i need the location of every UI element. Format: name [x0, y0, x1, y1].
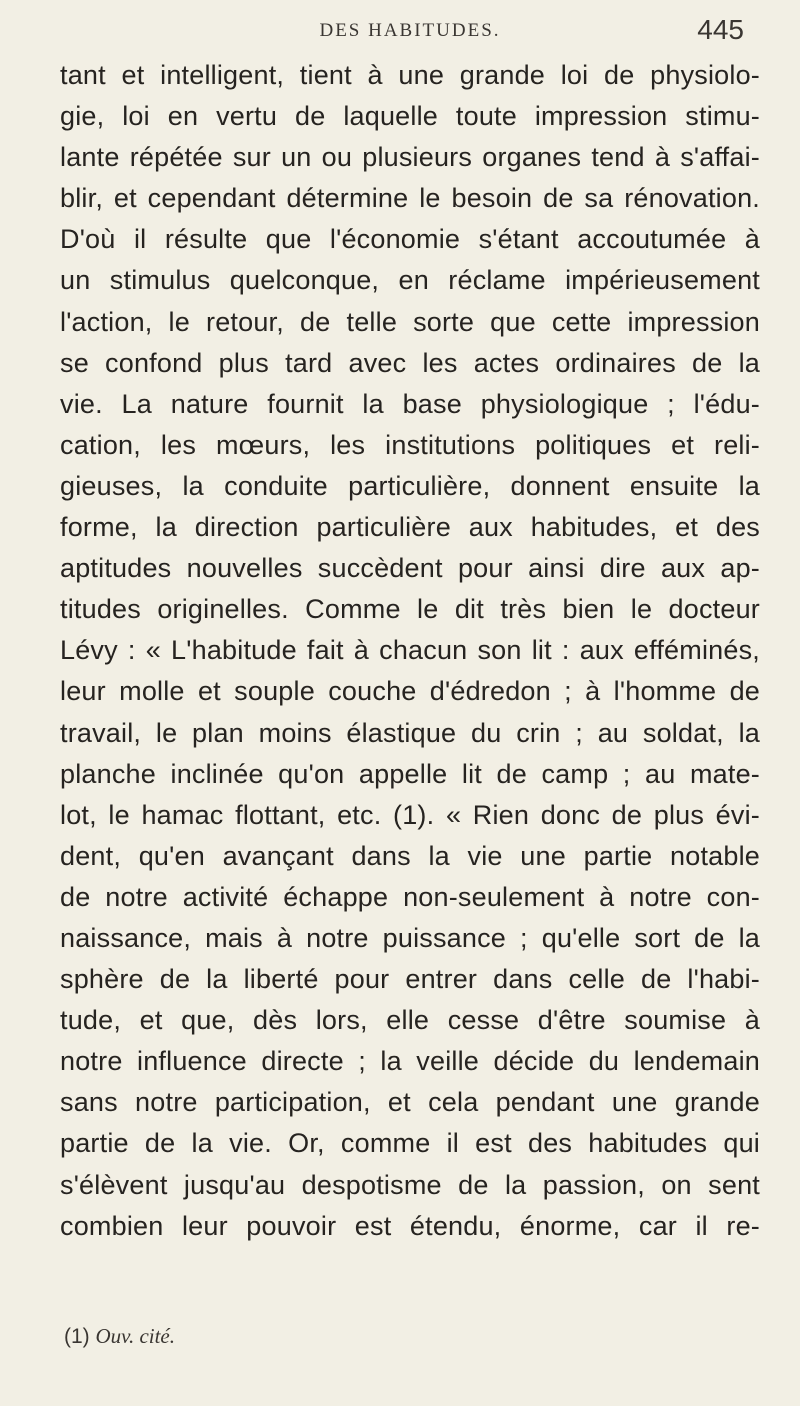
footnote	[64, 1324, 175, 1349]
text-line: sphère de la liberté pour entrer dans celle de l'habi-	[60, 964, 760, 995]
text-line: sans notre participation, et cela pendant une grande	[60, 1087, 760, 1118]
text-line: gieuses, la conduite particulière, donnent ensuite la	[60, 470, 760, 501]
text-line: naissance, mais à notre puissance ; qu'elle sort de la	[60, 922, 760, 953]
text-line: notre influence directe ; la veille décide du lendemain	[60, 1046, 760, 1077]
text-line: de notre activité échappe non-seulement à notre con-	[60, 881, 760, 912]
text-line: s'élèvent jusqu'au despotisme de la passion, on sent	[60, 1169, 760, 1200]
text-line: tant et intelligent, tient à une grande loi de physiolo-	[60, 60, 760, 90]
text-line: tude, et que, dès lors, elle cesse d'être soumise à	[60, 1005, 760, 1036]
text-line: D'où il résulte que l'économie s'étant accoutumée à	[60, 224, 760, 255]
text-line: se confond plus tard avec les actes ordinaires de la	[60, 347, 760, 378]
text-line: travail, le plan moins élastique du crin ; au soldat, la	[60, 717, 760, 748]
text-line: combien leur pouvoir est étendu, énorme, car il re-	[60, 1210, 760, 1241]
text-line: titudes originelles. Comme le dit très bien le docteur	[60, 594, 760, 625]
text-line: partie de la vie. Or, comme il est des habitudes qui	[60, 1128, 760, 1159]
page-number: 445	[697, 14, 744, 45]
running-title: DES HABITUDES.	[319, 20, 501, 41]
running-head	[60, 14, 760, 50]
text-line: cation, les mœurs, les institutions politiques et reli-	[60, 429, 760, 460]
text-line: l'action, le retour, de telle sorte que cette impression	[60, 306, 760, 337]
text-line: forme, la direction particulière aux habitudes, et des	[60, 512, 760, 543]
text-line: un stimulus quelconque, en réclame impérieusement	[60, 265, 760, 296]
text-line: lante répétée sur un ou plusieurs organes tend à s'affai-	[60, 142, 760, 173]
text-line: lot, le hamac flottant, etc. (1). « Rien donc de plus évi-	[60, 799, 760, 830]
text-line: dent, qu'en avançant dans la vie une partie notable	[60, 840, 760, 871]
text-line: aptitudes nouvelles succèdent pour ainsi dire aux ap-	[60, 553, 760, 584]
text-line: planche inclinée qu'on appelle lit de camp ; au mate-	[60, 758, 760, 789]
text-line: Lévy : « L'habitude fait à chacun son lit : aux efféminés,	[60, 635, 760, 666]
text-line: leur molle et souple couche d'édredon ; à l'homme de	[60, 676, 760, 707]
body-text	[60, 55, 760, 1247]
text-line: vie. La nature fournit la base physiologique ; l'édu-	[60, 388, 760, 419]
text-line: gie, loi en vertu de laquelle toute impression stimu-	[60, 101, 760, 132]
text-line: blir, et cependant détermine le besoin de sa rénovation.	[60, 183, 760, 214]
footnote-text: Ouv. cité.	[95, 1324, 176, 1348]
footnote-marker: (1)	[64, 1325, 90, 1348]
